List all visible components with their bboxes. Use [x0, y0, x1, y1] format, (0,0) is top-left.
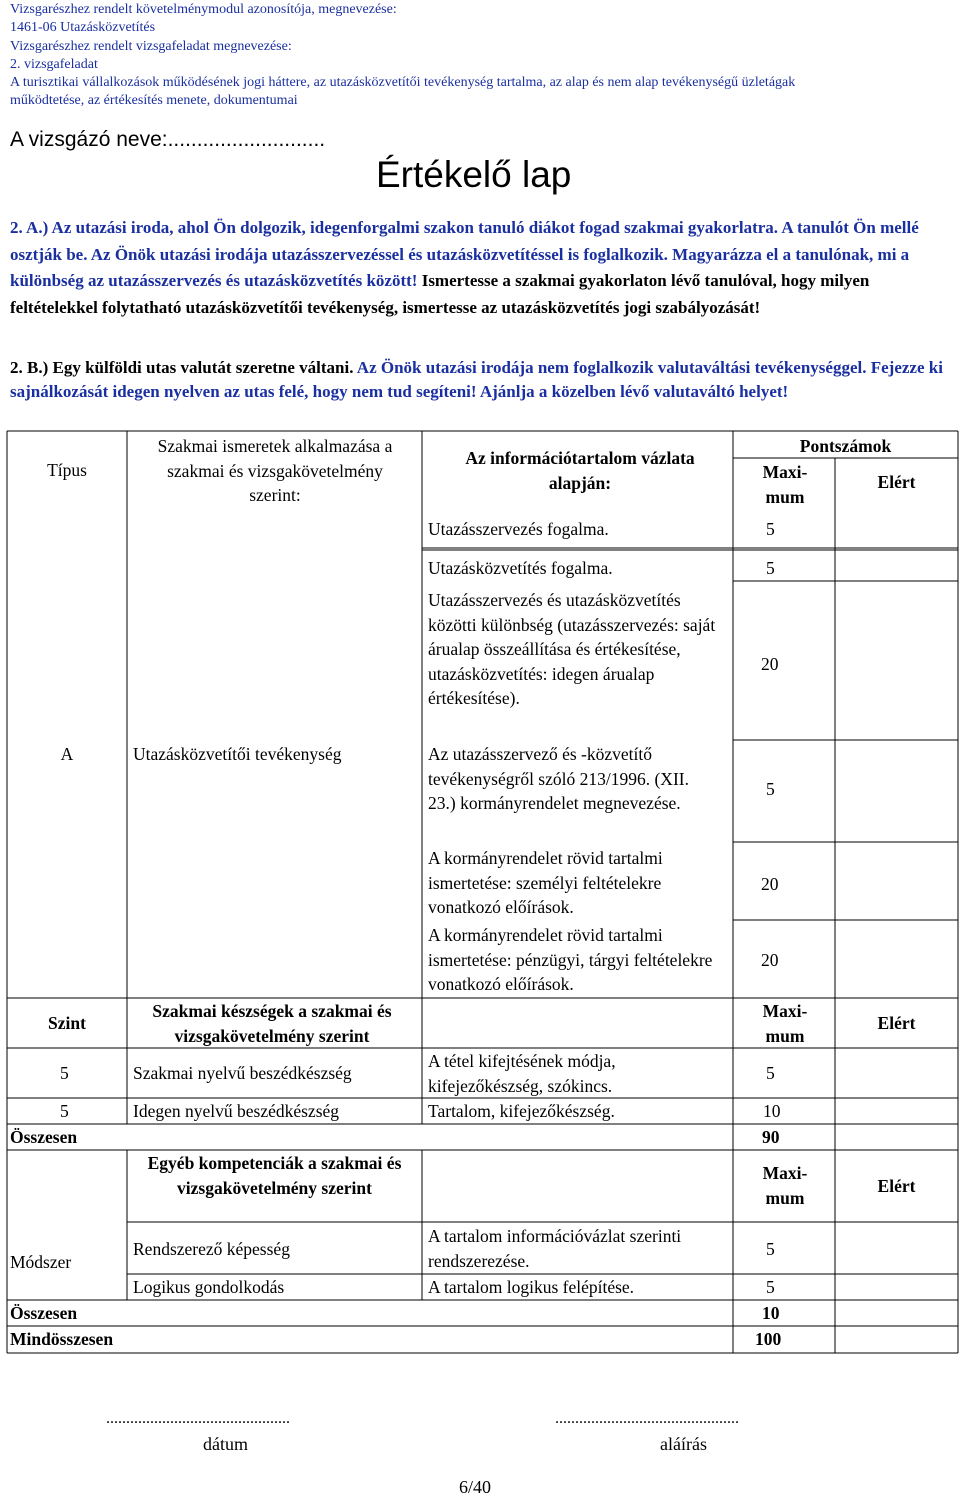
header-other-competences: Egyéb kompetenciák a szakmai és vizsgakövetelmény szerint	[147, 1153, 402, 1198]
area-a-label: Utazásközvetítői tevékenység	[133, 744, 342, 764]
type-a-label: A	[60, 744, 74, 764]
item-a2-max: 5	[766, 558, 775, 578]
header-maximum: Maxi-mum	[762, 462, 808, 507]
header-achieved: Elért	[877, 472, 916, 492]
item-a6-text: A kormányrendelet rövid tartalmi ismertetése: pénzügyi, tárgyi feltételekre vonatkozó előírások.	[428, 925, 713, 994]
header-module-label: Vizsgarészhez rendelt követelménymodul azonosítója, megnevezése:	[10, 2, 397, 17]
date-label: dátum	[203, 1434, 248, 1454]
task-a-text	[10, 215, 955, 321]
grand-total-label: Mindösszesen	[10, 1329, 114, 1349]
subtotal-2-label: Összesen	[10, 1303, 78, 1323]
document-header	[10, 1, 950, 111]
skill-2-text: Tartalom, kifejezőkészség.	[428, 1101, 615, 1121]
other-2-name: Logikus gondolkodás	[133, 1277, 285, 1297]
task-b-text	[10, 356, 955, 404]
header-maximum-2: Maxi-mum	[762, 1001, 808, 1046]
other-1-name: Rendszerező képesség	[133, 1239, 290, 1259]
other-2-max: 5	[766, 1277, 775, 1297]
task-a-instruction: Ismertesse a szakmai gyakorlaton lévő tanulóval, hogy milyen feltételekkel folytatható utazásközvetítői tevékenység, ismertesse az utazásközvetítés jogi szabályozását!	[10, 271, 870, 317]
skill-1-text: A tétel kifejtésének módja, kifejezőkészség, szókincs.	[428, 1051, 616, 1096]
header-achieved-2: Elért	[877, 1013, 916, 1033]
task-a-intro: 2. A.) Az utazási iroda, ahol Ön dolgozik, idegenforgalmi szakon tanuló diákot fogad szakmai gyakorlatra. A tanulót Ön mellé osztják be. Az Önök utazási irodája utazásszervezéssel és utazásközvetítéssel is foglalkozik. Magyarázza el a tanulónak, mi a különbség az utazásszervezés és utazásközvetítés között!	[10, 218, 919, 291]
other-1-max: 5	[766, 1239, 775, 1259]
header-professional-knowledge: Szakmai ismeretek alkalmazása a szakmai és vizsgakövetelmény szerint:	[157, 436, 393, 505]
task-b-instruction: Az Önök utazási irodája nem foglalkozik valutaváltási tevékenységgel. Fejezze ki sajnálkozását idegen nyelven az utas felé, hogy nem tud segíteni! Ajánlja a közelben lévő valutaváltó helyet!	[10, 358, 943, 401]
item-a6-max: 20	[761, 950, 779, 970]
item-a4-max: 5	[766, 779, 775, 799]
skill-2-name: Idegen nyelvű beszédkészség	[133, 1101, 340, 1121]
page-number: 6/40	[459, 1477, 492, 1497]
item-a1-max: 5	[766, 519, 775, 539]
header-task-number: 2. vizsgafeladat	[10, 56, 98, 72]
item-a5-text: A kormányrendelet rövid tartalmi ismertetése: személyi feltételekre vonatkozó előírások.	[428, 848, 663, 917]
task-b-intro: 2. B.) Egy külföldi utas valutát szeretne váltani.	[10, 358, 354, 377]
header-module-name: 1461-06 Utazásközvetítés	[10, 20, 156, 36]
grand-total-value: 100	[755, 1329, 782, 1349]
item-a2-text: Utazásközvetítés fogalma.	[428, 558, 613, 578]
header-points: Pontszámok	[799, 436, 892, 456]
item-a5-max: 20	[761, 874, 779, 894]
signature-label: aláírás	[660, 1434, 707, 1454]
skill-2-level: 5	[60, 1101, 69, 1121]
item-a4-text: Az utazásszervező és -közvetítő tevékenységről szóló 213/1996. (XII. 23.) kormányrendelet megnevezése.	[428, 744, 689, 813]
subtotal-2-value: 10	[762, 1303, 780, 1323]
other-2-text: A tartalom logikus felépítése.	[428, 1277, 635, 1297]
subtotal-1-value: 90	[762, 1127, 780, 1147]
header-task-description-cont: működtetése, az értékesítés menete, dokumentumai	[10, 93, 298, 109]
item-a3-max: 20	[761, 654, 779, 674]
other-1-text: A tartalom információvázlat szerinti rendszerezése.	[428, 1226, 682, 1271]
header-type: Típus	[47, 460, 87, 480]
header-task-description: A turisztikai vállalkozások működésének jogi háttere, az utazásközvetítői tevékenység tartalma, az alap és nem alap tevékenységű üzletágak	[10, 75, 796, 91]
skill-1-name: Szakmai nyelvű beszédkészség	[133, 1063, 352, 1083]
item-a3-text: Utazásszervezés és utazásközvetítés közötti különbség (utazásszervezés: saját árualap összeállítása és értékesítése, utazásközvetítés: idegen árualap értékesítése).	[428, 590, 716, 708]
examinee-name-line: A vizsgázó neve:...........................	[10, 128, 326, 151]
date-line: ..............................................	[106, 1410, 290, 1427]
page-title: Értékelő lap	[376, 154, 572, 195]
skill-1-max: 5	[766, 1063, 775, 1083]
header-level: Szint	[48, 1013, 86, 1033]
header-professional-skills: Szakmai készségek a szakmai és vizsgakövetelmény szerint	[152, 1001, 392, 1046]
skill-1-level: 5	[60, 1063, 69, 1083]
item-a1-text: Utazásszervezés fogalma.	[428, 519, 609, 539]
header-task-label: Vizsgarészhez rendelt vizsgafeladat megnevezése:	[10, 38, 292, 54]
method-label: Módszer	[10, 1252, 72, 1272]
header-information-content: Az információtartalom vázlata alapján:	[465, 448, 695, 493]
skill-2-max: 10	[763, 1101, 781, 1121]
header-maximum-3: Maxi-mum	[762, 1163, 808, 1208]
header-achieved-3: Elért	[877, 1176, 916, 1196]
signature-line: ..............................................	[555, 1410, 739, 1427]
subtotal-1-label: Összesen	[10, 1127, 78, 1147]
